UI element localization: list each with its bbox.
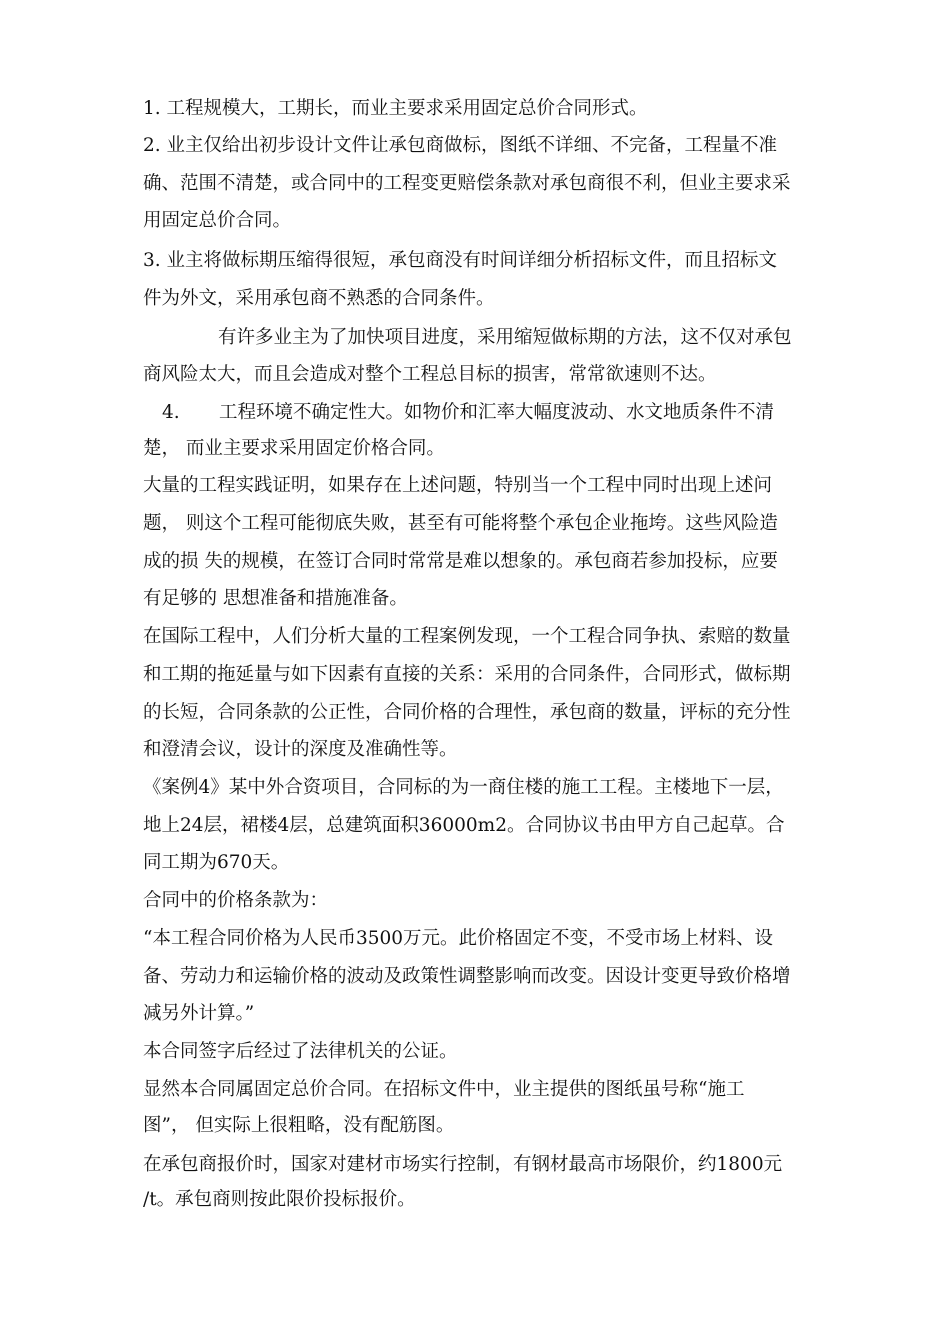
text-line: 同工期为670天。 bbox=[143, 852, 290, 873]
text-line: 有足够的 思想准备和措施准备。 bbox=[143, 588, 408, 609]
text-line: 《案例4》某中外合资项目，合同标的为一商住楼的施工工程。主楼地下一层， bbox=[143, 777, 784, 798]
text-line: 2. 业主仅给出初步设计文件让承包商做标，图纸不详细、不完备，工程量不准 bbox=[143, 135, 778, 156]
text-line: 本合同签字后经过了法律机关的公证。 bbox=[143, 1041, 458, 1062]
text-line: 的长短，合同条款的公正性，合同价格的合理性，承包商的数量，评标的充分性 bbox=[143, 702, 791, 723]
text-line: 地上24层，裙楼4层，总建筑面积36000m2。合同协议书由甲方自己起草。合 bbox=[143, 815, 785, 836]
text-line: 和澄清会议，设计的深度及准确性等。 bbox=[143, 739, 458, 760]
text-line: 大量的工程实践证明，如果存在上述问题，特别当一个工程中同时出现上述问 bbox=[143, 475, 773, 496]
text-line: 成的损 失的规模，在签订合同时常常是难以想象的。承包商若参加投标，应要 bbox=[143, 551, 778, 572]
text-line: 用固定总价合同。 bbox=[143, 210, 292, 231]
text-line: 在承包商报价时，国家对建材市场实行控制，有钢材最高市场限价，约1800元 bbox=[143, 1154, 783, 1175]
text-line: “本工程合同价格为人民币3500万元。此价格固定不变，不受市场上材料、设 bbox=[143, 928, 774, 949]
text-line: 楚， 而业主要求采用固定价格合同。 bbox=[143, 438, 445, 459]
text-line: 和工期的拖延量与如下因素有直接的关系：采用的合同条件，合同形式，做标期 bbox=[143, 664, 791, 685]
text-line: 工程环境不确定性大。如物价和汇率大幅度波动、水文地质条件不清 bbox=[219, 402, 775, 423]
text-line: 合同中的价格条款为： bbox=[143, 890, 329, 911]
text-line: 题， 则这个工程可能彻底失败，甚至有可能将整个承包企业拖垮。这些风险造 bbox=[143, 513, 778, 534]
text-line: 备、劳动力和运输价格的波动及政策性调整影响而改变。因设计变更导致价格增 bbox=[143, 966, 791, 987]
list-number: 4. bbox=[162, 402, 180, 423]
text-line: 减另外计算。” bbox=[143, 1003, 255, 1024]
text-line: 3. 业主将做标期压缩得很短，承包商没有时间详细分析招标文件，而且招标文 bbox=[143, 250, 778, 271]
text-line: 件为外文，采用承包商不熟悉的合同条件。 bbox=[143, 288, 495, 309]
text-line: 有许多业主为了加快项目进度，采用缩短做标期的方法，这不仅对承包 bbox=[218, 327, 792, 348]
text-line: 确、范围不清楚，或合同中的工程变更赔偿条款对承包商很不利，但业主要求采 bbox=[143, 173, 791, 194]
text-line: 显然本合同属固定总价合同。在招标文件中，业主提供的图纸虽号称“施工 bbox=[143, 1079, 745, 1100]
text-line: 图”， 但实际上很粗略，没有配筋图。 bbox=[143, 1115, 455, 1136]
text-line: 商风险太大，而且会造成对整个工程总目标的损害，常常欲速则不达。 bbox=[143, 364, 717, 385]
text-line: 1. 工程规模大，工期长，而业主要求采用固定总价合同形式。 bbox=[143, 98, 648, 119]
text-line: /t。承包商则按此限价投标报价。 bbox=[143, 1189, 416, 1210]
text-line: 在国际工程中，人们分析大量的工程案例发现，一个工程合同争执、索赔的数量 bbox=[143, 626, 791, 647]
